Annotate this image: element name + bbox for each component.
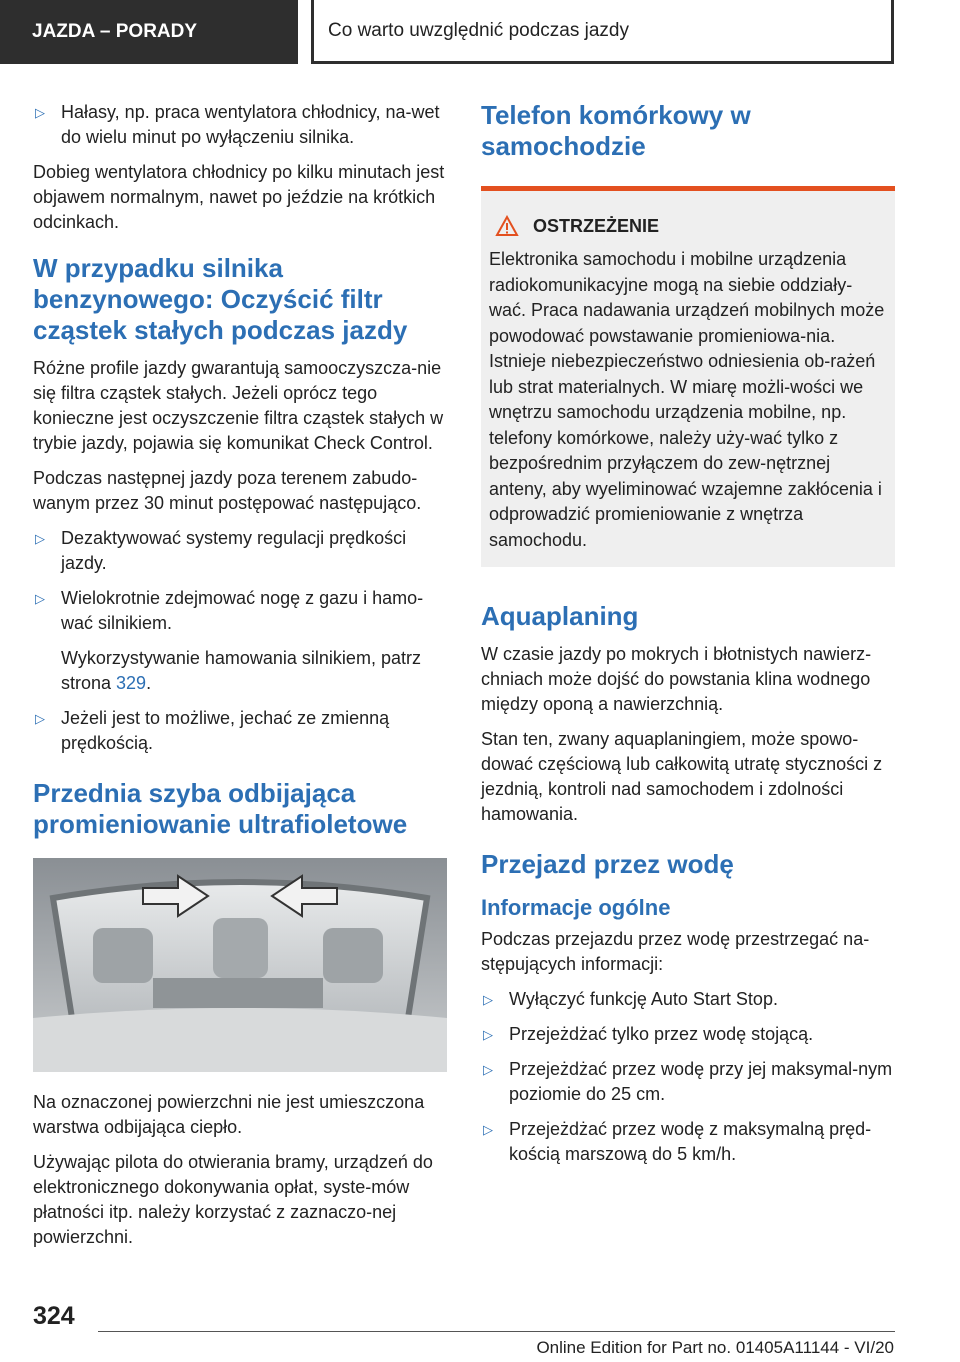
section-heading: W przypadku silnika benzynowego: Oczyścić filtr cząstek stałych podczas jazdy bbox=[33, 253, 408, 345]
warning-box bbox=[481, 186, 895, 567]
sub-paragraph: Wykorzystywanie hamowania silnikiem, patrz strona 329. bbox=[61, 648, 421, 693]
list-item: ▷ Jeżeli jest to możliwe, jechać ze zmienną prędkością. bbox=[35, 708, 390, 753]
section-heading: Przednia szyba odbijająca promieniowanie ultrafioletowe bbox=[33, 778, 408, 839]
section-heading: Aquaplaning bbox=[481, 601, 639, 631]
bullet-triangle-icon: ▷ bbox=[483, 992, 493, 1007]
bullet-triangle-icon: ▷ bbox=[483, 1027, 493, 1042]
header-section: JAZDA – PORADY bbox=[0, 0, 298, 64]
page-link[interactable]: 329 bbox=[116, 673, 147, 693]
warning-text: Elektronika samochodu i mobilne urządzenia radiokomunikacyjne mogą na siebie oddziały‐wać. Praca nadawania urządzeń mobilnych może powodować powstawanie promieniowa‐nia. Istnieje niebezpieczeństwo odniesienia ob‐rażeń lub strat materialnych. W miarę możli‐wości we wnętrzu samochodu urządzenia mobilne, np. telefony komórkowe, należy uży‐wać tylko z bezpośrednim przyłączem do zew‐nętrznej anteny, aby wyeliminować wzajemne zakłócenia i odprowadzić promieniowanie z wnętrza samochodu. bbox=[489, 249, 885, 550]
subsection-heading: Informacje ogólne bbox=[481, 895, 671, 920]
warning-triangle-icon bbox=[495, 215, 519, 237]
right-column bbox=[481, 100, 895, 1177]
paragraph: Podczas przejazdu przez wodę przestrzegać na‐stępujących informacji: bbox=[481, 929, 870, 974]
footer-divider bbox=[98, 1331, 895, 1332]
bullet-triangle-icon: ▷ bbox=[483, 1122, 493, 1137]
paragraph: Dobieg wentylatora chłodnicy po kilku minutach jest objawem normalnym, nawet po jeździe na krótkich odcinkach. bbox=[33, 162, 445, 232]
bullet-triangle-icon: ▷ bbox=[35, 105, 45, 120]
list-item: ▷ Wyłączyć funkcję Auto Start Stop. bbox=[481, 987, 895, 1012]
paragraph: Różne profile jazdy gwarantują samooczyszcza‐nie się filtra cząstek stałych. Jeżeli oprócz tego konieczne jest oczyszczenie filtra cząstek stałych w trybie jazdy, pojawia się komunikat Check Control. bbox=[33, 358, 444, 453]
paragraph: Stan ten, zwany aquaplaningiem, może spowo‐dować częściową lub całkowitą utratę styczności z jezdnią, kontroli nad samochodem i zdolności hamowania. bbox=[481, 729, 883, 824]
list-item: ▷ Dezaktywować systemy regulacji prędkości jazdy. bbox=[35, 528, 407, 573]
list-item: ▷ Hałasy, np. praca wentylatora chłodnicy, na‐wet do wielu minut po wyłączeniu silnika. bbox=[35, 102, 440, 147]
bullet-triangle-icon: ▷ bbox=[35, 591, 45, 606]
list-item: ▷ Przejeżdżać przez wodę przy jej maksymal‐nym poziomie do 25 cm. bbox=[483, 1059, 893, 1104]
bullet-triangle-icon: ▷ bbox=[35, 531, 45, 546]
paragraph: Na oznaczonej powierzchni nie jest umieszczona warstwa odbijająca ciepło. bbox=[33, 1092, 425, 1137]
paragraph: W czasie jazdy po mokrych i błotnistych nawierz‐chniach może dojść do powstania klina wodnego między oponą a nawierzchnią. bbox=[481, 644, 872, 714]
bullet-triangle-icon: ▷ bbox=[483, 1062, 493, 1077]
section-heading: Przejazd przez wodę bbox=[481, 849, 734, 879]
windshield-photo bbox=[33, 858, 447, 1072]
list-item: ▷ Przejeżdżać tylko przez wodę stojącą. bbox=[481, 1022, 895, 1047]
paragraph: Używając pilota do otwierania bramy, urządzeń do elektronicznego dokonywania opłat, syste‐mów płatności itp. należy korzystać z zaznaczo‐nej powierzchni. bbox=[33, 1152, 433, 1247]
paragraph: Podczas następnej jazdy poza terenem zabudo‐wanym przez 30 minut postępować następująco. bbox=[33, 468, 422, 513]
warning-title: OSTRZEŻENIE bbox=[495, 215, 887, 237]
section-heading: Telefon komórkowy w samochodzie bbox=[481, 100, 751, 161]
page-number: 324 bbox=[33, 1302, 75, 1330]
left-column bbox=[33, 100, 447, 1260]
bullet-triangle-icon: ▷ bbox=[35, 711, 45, 726]
header-title: Co warto uwzględnić podczas jazdy bbox=[311, 0, 894, 64]
list-item: ▷ Przejeżdżać przez wodę z maksymalną pręd‐kością marszową do 5 km/h. bbox=[483, 1119, 872, 1164]
list-item: ▷ Wielokrotnie zdejmować nogę z gazu i hamo‐wać silnikiem. bbox=[35, 588, 424, 633]
footer-edition: Online Edition for Part no. 01405A11144 - VI/20 bbox=[536, 1338, 894, 1357]
